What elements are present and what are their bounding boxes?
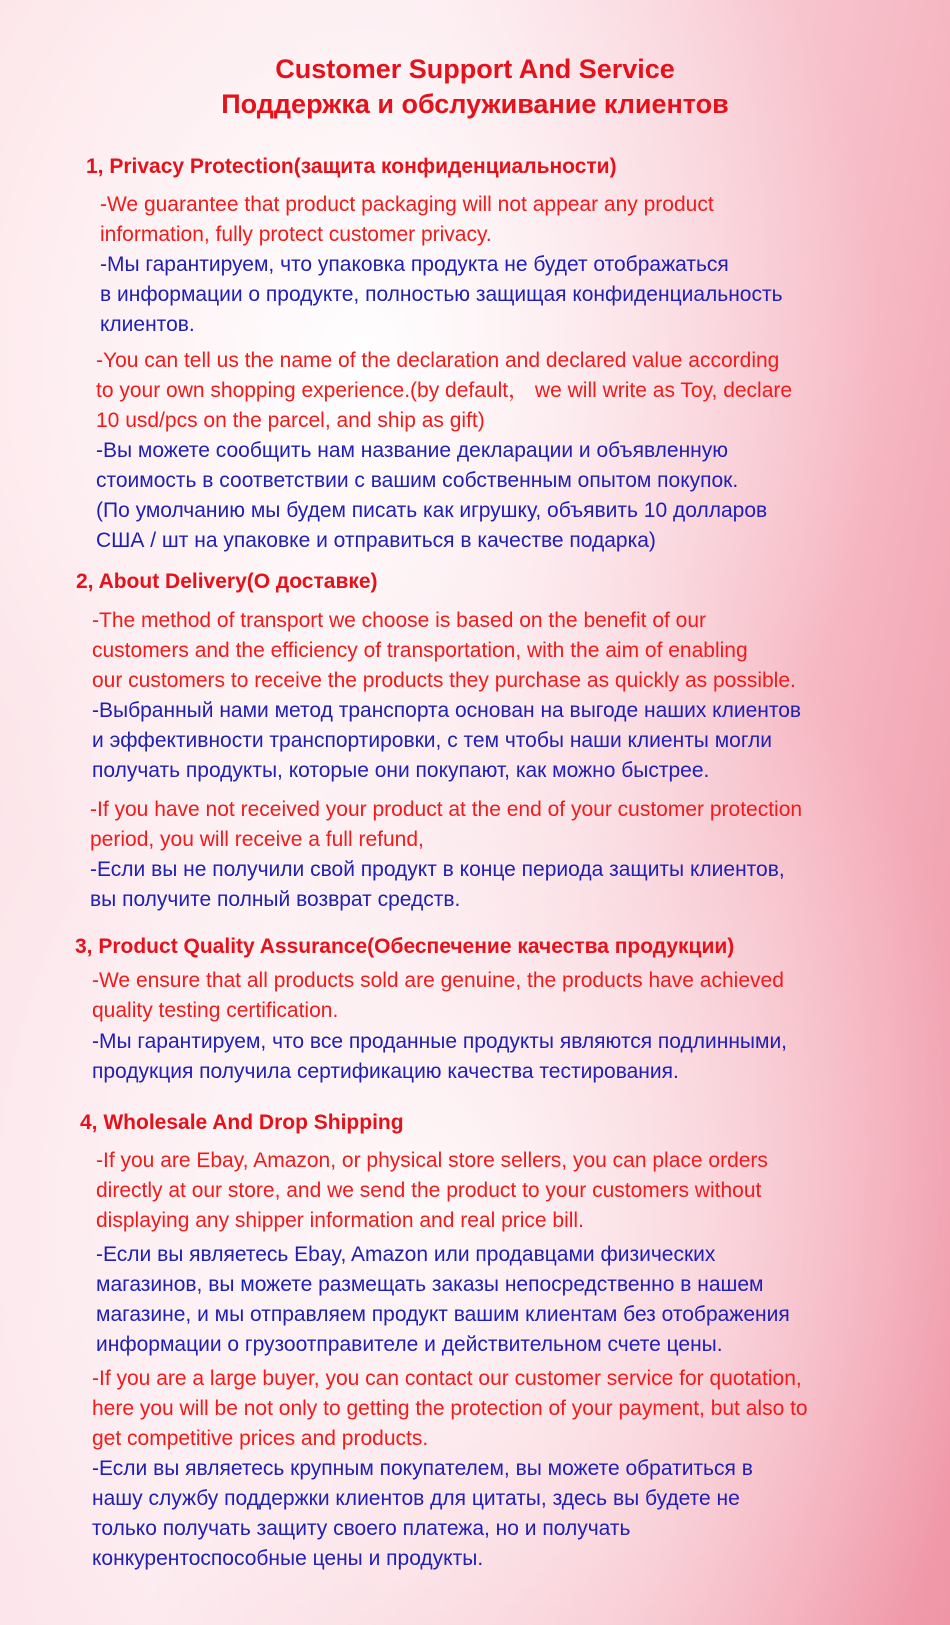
text-line: в информации о продукте, полностью защищая конфиденциальность	[100, 283, 783, 306]
text-line: продукция получила сертификацию качества тестирования.	[92, 1060, 679, 1083]
text-line: period, you will receive a full refund,	[90, 828, 424, 851]
section-heading-delivery: 2, About Delivery(О доставке)	[76, 570, 378, 593]
text-line: (По умолчанию мы будем писать как игрушку, объявить 10 долларов	[96, 499, 768, 522]
text-line: 10 usd/pcs on the parcel, and ship as gift)	[96, 409, 485, 432]
delivery-paragraph-en-2	[90, 795, 802, 855]
text-line: стоимость в соответствии с вашим собственным опытом покупок.	[96, 469, 739, 492]
text-line: конкурентоспособные цены и продукты.	[92, 1547, 484, 1570]
text-line: только получать защиту своего платежа, но и получать	[92, 1517, 631, 1540]
text-line: информации о грузоотправителе и действительном счете цены.	[96, 1333, 723, 1356]
text-line: вы получите полный возврат средств.	[90, 888, 461, 911]
text-line: information, fully protect customer privacy.	[100, 223, 492, 246]
text-line: магазине, и мы отправляем продукт вашим клиентам без отображения	[96, 1303, 790, 1326]
delivery-paragraph-ru-2	[90, 855, 785, 915]
text-line: -If you are Ebay, Amazon, or physical store sellers, you can place orders	[96, 1149, 768, 1172]
text-line: -The method of transport we choose is based on the benefit of our	[92, 609, 707, 632]
text-line: -If you are a large buyer, you can contact our customer service for quotation,	[92, 1367, 802, 1390]
text-line: и эффективности транспортировки, с тем чтобы наши клиенты могли	[92, 729, 773, 752]
text-line: here you will be not only to getting the protection of your payment, but also to	[92, 1397, 808, 1420]
text-line: directly at our store, and we send the product to your customers without	[96, 1179, 762, 1202]
page-title-en: Customer Support And Service	[275, 54, 675, 84]
text-line: получать продукты, которые они покупают, как можно быстрее.	[92, 759, 710, 782]
text-line: США / шт на упаковке и отправиться в качестве подарка)	[96, 529, 656, 552]
text-line: our customers to receive the products they purchase as quickly as possible.	[92, 669, 796, 692]
text-line: -Вы можете сообщить нам название декларации и объявленную	[96, 439, 729, 462]
text-line: клиентов.	[100, 313, 195, 336]
privacy-paragraph-ru-1	[100, 250, 783, 340]
delivery-paragraph-en-1	[92, 606, 796, 696]
privacy-paragraph-en-2	[96, 346, 792, 436]
text-line: нашу службу поддержки клиентов для цитаты, здесь вы будете не	[92, 1487, 740, 1510]
quality-paragraph-en	[92, 966, 784, 1026]
text-line: get competitive prices and products.	[92, 1427, 429, 1450]
privacy-paragraph-en-1	[100, 190, 714, 250]
text-line: -Если вы не получили свой продукт в конце периода защиты клиентов,	[90, 858, 785, 881]
section-heading-privacy: 1, Privacy Protection(защита конфиденциальности)	[86, 155, 617, 178]
text-line: quality testing certification.	[92, 999, 339, 1022]
privacy-paragraph-ru-2	[96, 436, 767, 556]
section-heading-quality: 3, Product Quality Assurance(Обеспечение качества продукции)	[75, 935, 735, 958]
text-line: -Если вы являетесь крупным покупателем, вы можете обратиться в	[92, 1457, 753, 1480]
text-line: customers and the efficiency of transportation, with the aim of enabling	[92, 639, 748, 662]
section-heading-wholesale: 4, Wholesale And Drop Shipping	[80, 1111, 404, 1134]
page-title-ru: Поддержка и обслуживание клиентов	[221, 89, 729, 119]
wholesale-paragraph-en-2	[92, 1364, 808, 1454]
delivery-paragraph-ru-1	[92, 696, 801, 786]
wholesale-paragraph-ru-1	[96, 1240, 790, 1360]
text-line: -Мы гарантируем, что упаковка продукта не будет отображаться	[100, 253, 729, 276]
text-line: -We guarantee that product packaging will not appear any product	[100, 193, 714, 216]
quality-paragraph-ru	[92, 1027, 787, 1087]
text-line: -Мы гарантируем, что все проданные продукты являются подлинными,	[92, 1030, 788, 1053]
text-line: -Если вы являетесь Ebay, Amazon или продавцами физических	[96, 1243, 716, 1266]
wholesale-paragraph-en-1	[96, 1146, 768, 1236]
text-line: -We ensure that all products sold are genuine, the products have achieved	[92, 969, 784, 992]
text-line: -Выбранный нами метод транспорта основан на выгоде наших клиентов	[92, 699, 802, 722]
text-line: to your own shopping experience.(by default， we will write as Toy, declare	[96, 379, 793, 402]
text-line: магазинов, вы можете размещать заказы непосредственно в нашем	[96, 1273, 764, 1296]
text-line: -If you have not received your product at the end of your customer protection	[90, 798, 803, 821]
text-line: displaying any shipper information and real price bill.	[96, 1209, 584, 1232]
wholesale-paragraph-ru-2	[92, 1454, 753, 1574]
text-line: -You can tell us the name of the declaration and declared value according	[96, 349, 780, 372]
